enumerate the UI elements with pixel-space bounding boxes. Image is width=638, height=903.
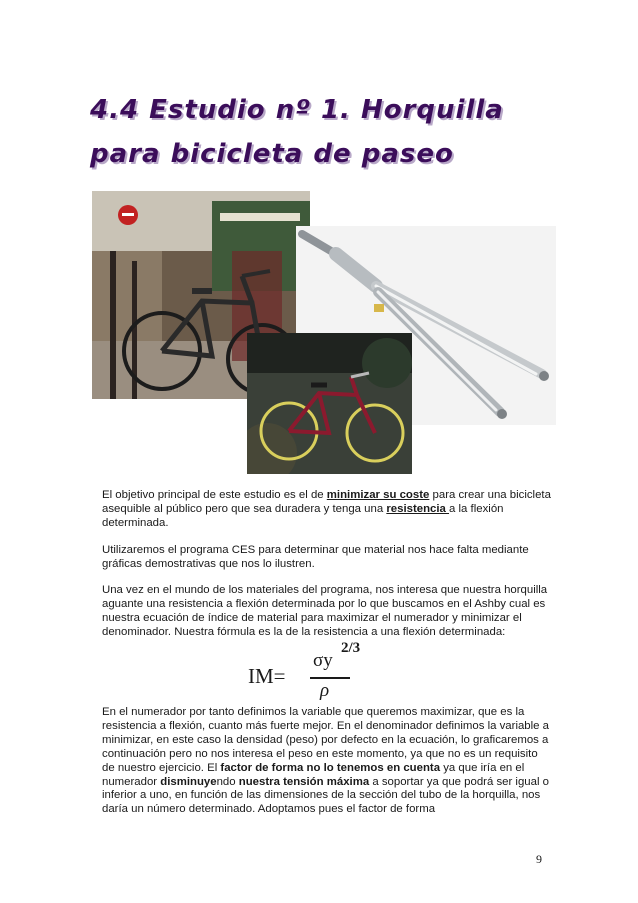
paragraph-ashby — [90, 584, 552, 640]
formula-denominator: ρ — [320, 680, 330, 701]
formula-lhs: IM= — [248, 664, 286, 688]
paragraph-text: a la flexión determinada. — [102, 502, 504, 529]
paragraph-text: para crear una bicicleta asequible al público pero que sea duradera y tenga una — [102, 489, 551, 515]
paragraph-text: El objetivo principal de este estudio es el de — [102, 489, 327, 501]
emphasis-text: nuestra tensión máxima — [238, 775, 370, 788]
paragraph-text: Una vez en el mundo de los materiales del programa, nos interesa que nuestra horquilla aguante una resistencia a flexión determinada por lo que buscamos en el Ashby cual es nuestra ecuación de índice de material para maximizar el numerador y minimizar el denominador. Nuestra fórmula es la de la resistencia a una flexión determinada: — [102, 584, 548, 638]
formula-numerator: σy — [313, 650, 333, 671]
emphasis-text: factor de forma no lo tenemos en cuenta — [220, 761, 441, 774]
paragraph-text: ndo — [216, 775, 239, 788]
section-heading: 4.4 Estudio nº 1. Horquilla para bicicleta de paseo — [90, 95, 504, 169]
emphasis-text: resistencia — [386, 502, 450, 515]
material-index-formula — [248, 642, 368, 702]
page-number: 9 — [536, 852, 542, 866]
paragraph-text: ya que iría en el numerador — [102, 761, 525, 788]
emphasis-text: disminuye — [160, 775, 217, 788]
formula-exponent: 2/3 — [341, 640, 361, 656]
paragraph-numerator — [90, 706, 552, 817]
red-bicycle-photo — [247, 333, 412, 474]
paragraph-ces-program — [90, 544, 552, 572]
paragraph-text: a soportar ya que podrá ser igual o inferior a uno, en función de las dimensiones de la sección del tubo de la horquilla, nos daría un número determinado. Adoptamos pues el factor de forma — [102, 775, 550, 816]
fraction-bar — [310, 677, 350, 679]
emphasis-text: minimizar su coste — [326, 489, 430, 501]
paragraph-text: Utilizaremos el programa CES para determinar que material nos hace falta mediante gráficas demostrativas que nos lo ilustren. — [102, 544, 529, 570]
paragraph-text: En el numerador por tanto definimos la variable que queremos maximizar, que es la resistencia a flexión, cuanto más fuerte mejor. En el denominador definimos la variable a minimizar, en este caso la densidad (peso) por defecto en la ecuación, lo graficaremos a continuación pero no nos interesa el peso en este momento, ya que no es un requisito de nuestro ejercicio. El — [102, 706, 550, 774]
paragraph-objective — [90, 489, 552, 531]
